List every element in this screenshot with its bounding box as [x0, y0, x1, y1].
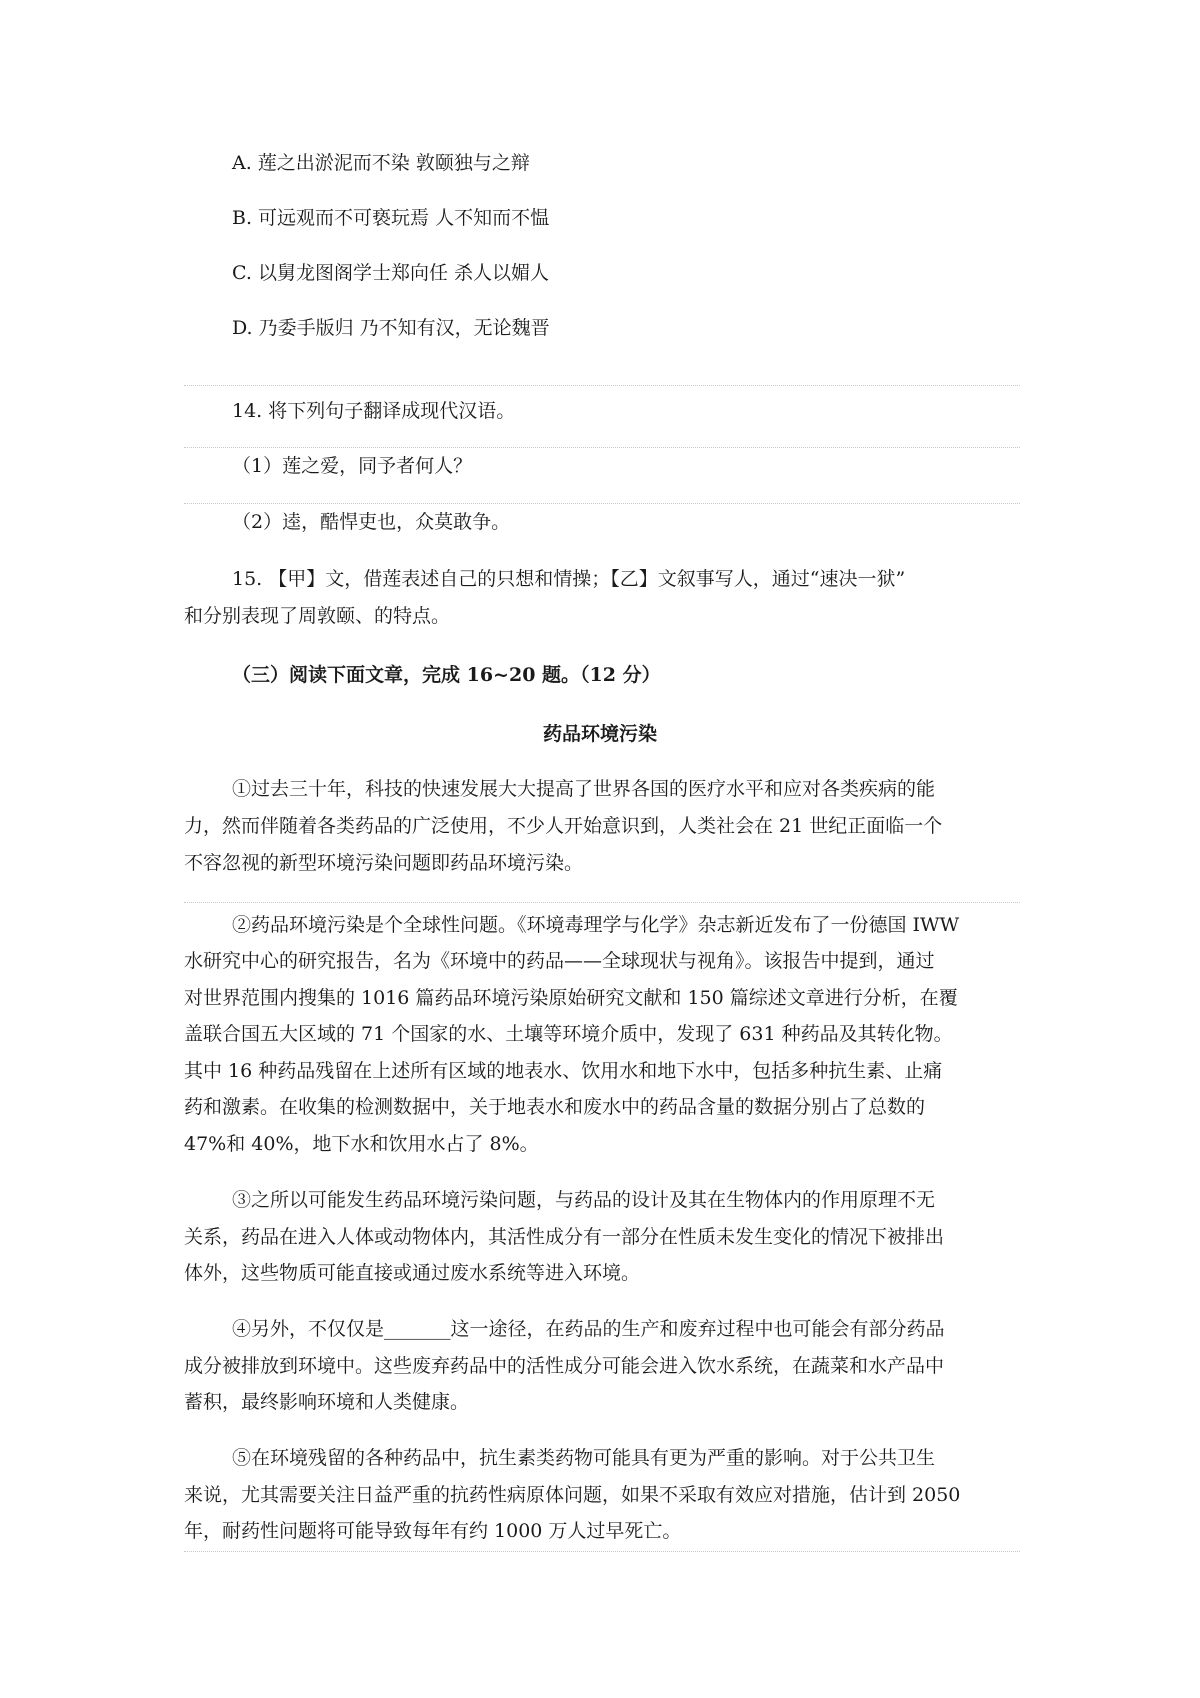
paragraph-2-line: ②药品环境污染是个全球性问题。《环境毒理学与化学》杂志新近发布了一份德国 IWW [232, 914, 960, 936]
paragraph-2-line: 对世界范围内搜集的 1016 篇药品环境污染原始研究文献和 150 篇综述文章进行分析，在覆 [184, 987, 958, 1009]
dotted-divider [184, 1551, 1020, 1552]
paragraph-3-line: 体外，这些物质可能直接或通过废水系统等进入环境。 [184, 1262, 641, 1284]
dotted-divider [184, 385, 1020, 386]
paragraph-4-line: ④另外，不仅仅是_______这一途径，在药品的生产和废弃过程中也可能会有部分药品 [232, 1318, 945, 1340]
option-d: D. 乃委手版归 乃不知有汉，无论魏晋 [232, 317, 550, 339]
paragraph-1-line: 力，然而伴随着各类药品的广泛使用，不少人开始意识到，人类社会在 21 世纪正面临一个 [184, 815, 943, 837]
paragraph-2-line: 盖联合国五大区域的 71 个国家的水、土壤等环境介质中，发现了 631 种药品及其转化物。 [184, 1023, 953, 1045]
paragraph-5-line: 来说，尤其需要关注日益严重的抗药性病原体问题，如果不采取有效应对措施，估计到 2050 [184, 1484, 961, 1506]
paragraph-3-line: ③之所以可能发生药品环境污染问题，与药品的设计及其在生物体内的作用原理不无 [232, 1189, 936, 1211]
paragraph-5-line: ⑤在环境残留的各种药品中，抗生素类药物可能具有更为严重的影响。对于公共卫生 [232, 1447, 936, 1469]
paragraph-3-line: 关系，药品在进入人体或动物体内，其活性成分有一部分在性质未发生变化的情况下被排出 [184, 1226, 945, 1248]
paragraph-4-line: 蓄积，最终影响环境和人类健康。 [184, 1391, 470, 1413]
dotted-divider [184, 447, 1020, 448]
question-14-prompt: 14. 将下列句子翻译成现代汉语。 [232, 400, 516, 422]
dotted-divider [184, 503, 1020, 504]
option-c: C. 以舅龙图阁学士郑向任 杀人以媚人 [232, 262, 549, 284]
question-15-line-2: 和分别表现了周敦颐、的特点。 [184, 605, 451, 627]
paragraph-2-line: 药和激素。在收集的检测数据中，关于地表水和废水中的药品含量的数据分别占了总数的 [184, 1096, 926, 1118]
option-a: A. 莲之出淤泥而不染 敦颐独与之辩 [232, 152, 530, 174]
question-14-item-2: （2）逵，酷悍吏也，众莫敢争。 [232, 511, 511, 533]
option-b: B. 可远观而不可亵玩焉 人不知而不愠 [232, 207, 550, 229]
dotted-divider [184, 902, 1020, 903]
article-title: 药品环境污染 [542, 723, 657, 745]
paragraph-4-line: 成分被排放到环境中。这些废弃药品中的活性成分可能会进入饮水系统，在蔬菜和水产品中 [184, 1355, 945, 1377]
paragraph-5-line: 年，耐药性问题将可能导致每年有约 1000 万人过早死亡。 [184, 1520, 682, 1542]
question-15-line-1: 15. 【甲】文，借莲表述自己的只想和情操；【乙】文叙事写人，通过“速决一狱” [232, 568, 906, 590]
paragraph-2-line: 其中 16 种药品残留在上述所有区域的地表水、饮用水和地下水中，包括多种抗生素、止痛 [184, 1060, 943, 1082]
section-3-heading: （三）阅读下面文章，完成 16~20 题。（12 分） [232, 664, 661, 686]
question-14-item-1: （1）莲之爱，同予者何人？ [232, 455, 473, 477]
paragraph-1-line: 不容忽视的新型环境污染问题即药品环境污染。 [184, 852, 584, 874]
paragraph-2-line: 水研究中心的研究报告，名为《环境中的药品——全球现状与视角》。该报告中提到，通过 [184, 950, 935, 972]
paragraph-1-line: ①过去三十年，科技的快速发展大大提高了世界各国的医疗水平和应对各类疾病的能 [232, 778, 936, 800]
paragraph-2-line: 47%和 40%，地下水和饮用水占了 8%。 [184, 1133, 539, 1155]
